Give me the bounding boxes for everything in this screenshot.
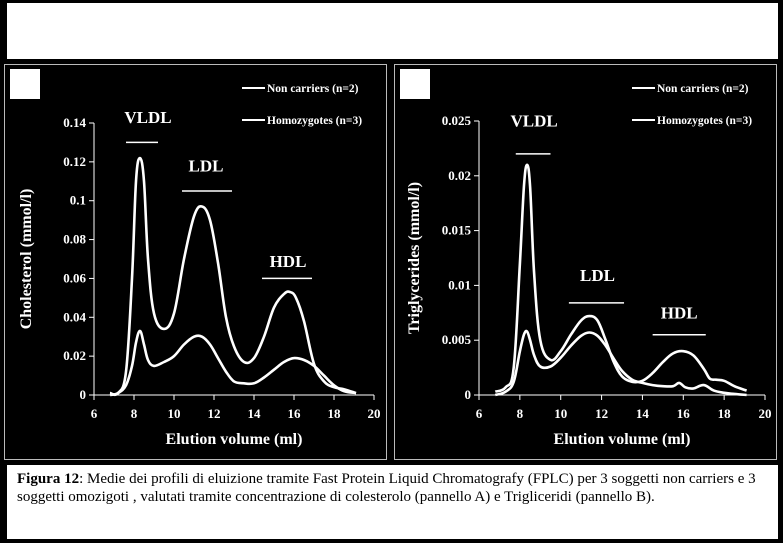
- chart-panel-b: [394, 64, 777, 460]
- x-tick-label: 12: [207, 406, 221, 421]
- x-tick-label: 20: [758, 406, 772, 421]
- x-tick-label: 14: [247, 406, 261, 421]
- x-tick-label: 12: [595, 406, 609, 421]
- x-axis-title: Elution volume (ml): [553, 431, 691, 448]
- y-tick-label: 0.02: [63, 348, 86, 364]
- annotation-hdl: HDL: [269, 251, 307, 271]
- y-tick-label: 0.01: [448, 277, 471, 293]
- y-axis-title: Triglycerides (mmol/l): [406, 181, 423, 335]
- x-tick-label: 10: [167, 406, 181, 421]
- x-tick-label: 20: [367, 406, 381, 421]
- cholesterol-chart: [5, 65, 388, 461]
- legend-label: Homozygotes (n=3): [657, 115, 753, 127]
- x-tick-label: 16: [287, 406, 301, 421]
- figure-caption: [7, 465, 778, 539]
- x-tick-label: 16: [676, 406, 690, 421]
- y-tick-label: 0.06: [63, 270, 86, 286]
- caption-text: : Medie dei profili di eluizione tramite Fast Protein Liquid Chromatografy (FPLC) per 3 soggetti non carriers e 3 soggetti omozigoti , valutati tramite concentrazione di colesterolo (pannello A) e Trigliceridi (pannello B).: [17, 471, 756, 505]
- y-axis-title: Cholesterol (mmol/l): [18, 188, 35, 330]
- annotation-ldl: LDL: [188, 156, 224, 176]
- caption-label: Figura 12: [17, 471, 80, 487]
- annotation-vldl: VLDL: [124, 108, 172, 127]
- y-tick-label: 0.04: [63, 309, 86, 325]
- y-tick-label: 0.12: [63, 153, 86, 169]
- triglycerides-chart: [395, 65, 778, 461]
- x-tick-label: 8: [130, 406, 138, 421]
- x-tick-label: 18: [327, 406, 341, 421]
- chart-panel-a: [4, 64, 387, 460]
- x-tick-label: 18: [717, 406, 731, 421]
- annotation-hdl: HDL: [660, 303, 698, 323]
- y-tick-label: 0.025: [441, 113, 471, 128]
- y-tick-label: 0: [79, 387, 86, 402]
- annotation-ldl: LDL: [580, 266, 615, 286]
- y-tick-label: 0.02: [448, 167, 471, 183]
- x-tick-label: 10: [554, 406, 568, 421]
- y-tick-label: 0.005: [441, 332, 471, 348]
- y-tick-label: 0.08: [63, 231, 86, 247]
- x-axis-title: Elution volume (ml): [165, 431, 303, 448]
- x-tick-label: 14: [635, 406, 649, 421]
- y-tick-label: 0: [464, 387, 471, 402]
- x-tick-label: 6: [475, 406, 483, 421]
- y-tick-label: 0.14: [63, 115, 86, 130]
- series-line-homozygotes: [495, 331, 746, 395]
- title-band: [7, 3, 778, 59]
- y-tick-label: 0.1: [69, 192, 86, 208]
- x-tick-label: 6: [90, 406, 98, 421]
- legend-label: Non carriers (n=2): [267, 83, 359, 95]
- legend-label: Homozygotes (n=3): [267, 115, 363, 127]
- legend-label: Non carriers (n=2): [657, 83, 749, 95]
- annotation-vldl: VLDL: [510, 111, 558, 131]
- y-tick-label: 0.015: [441, 222, 471, 238]
- series-line-non-carriers: [495, 165, 746, 392]
- x-tick-label: 8: [516, 406, 524, 421]
